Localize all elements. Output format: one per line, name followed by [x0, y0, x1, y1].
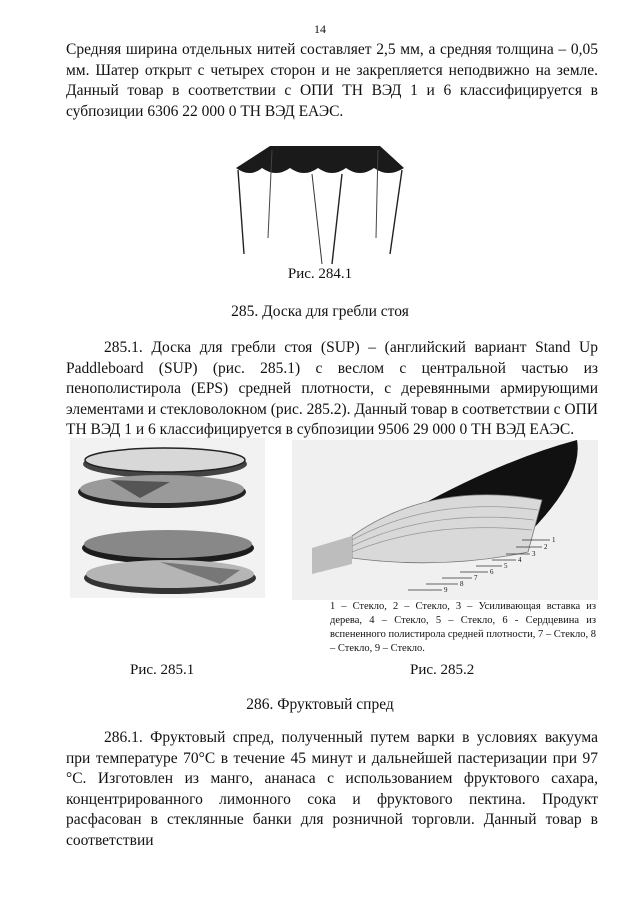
section-285-heading: 285. Доска для гребли стоя: [231, 303, 409, 320]
paddleboard-image: [70, 438, 265, 598]
layer-number-1: 1: [552, 536, 556, 544]
layer-number-6: 6: [490, 568, 494, 576]
layer-number-8: 8: [460, 580, 464, 588]
section-286-heading: 286. Фруктовый спред: [246, 696, 394, 713]
paragraph-intro: Средняя ширина отдельных нитей составляет 2,5 мм, а средняя толщина – 0,05 мм. Шатер открыт с четырех сторон и не закрепляется неподвижно на земле. Данный товар в соответствии с ОПИ ТН ВЭД 1 и 6 классифицируется в субпозиции 6306 22 000 0 ТН ВЭД ЕАЭС.: [66, 41, 598, 120]
paragraph-285-1: 285.1. Доска для гребли стоя (SUP) – (английский вариант Stand Up Paddleboard (SUP) (рис. 285.1) с веслом с центральной частью из пенополистирола (EPS) средней плотности, с деревянными армирующими элементами и стекловолокном (рис. 285.2). Данный товар в соответствии с ОПИ ТН ВЭД 1 и 6 классифицируется в субпозиции 9506 29 000 0 ТН ВЭД ЕАЭС.: [66, 339, 598, 438]
layer-number-2: 2: [544, 543, 548, 551]
layer-number-7: 7: [474, 574, 478, 582]
figure-284-1-caption: Рис. 284.1: [287, 266, 353, 282]
figure-285-1-caption: Рис. 285.1: [130, 662, 195, 678]
figure-285-2-caption: Рис. 285.2: [410, 662, 475, 678]
page-number: 14: [314, 22, 326, 36]
figure-285-2-legend: 1 – Стекло, 2 – Стекло, 3 – Усиливающая вставка из дерева, 4 – Стекло, 5 – Стекло, 6 - Сердцевина из вспененного полистирола средней плотности, 7 – Стекло, 8 – Стекло, 9 – Стекло.: [330, 601, 596, 654]
layer-number-9: 9: [444, 586, 448, 594]
gazebo-tent-image: [232, 138, 407, 268]
layer-number-4: 4: [518, 556, 522, 564]
paragraph-286-1: 286.1. Фруктовый спред, полученный путем варки в условиях вакуума при температуре 70°С в течение 45 минут и дальнейшей пастеризации при 97 °С. Изготовлен из манго, ананаса с использованием фруктового сахара, концентрированного лимонного сока и фруктового пектина. Продукт расфасован в стеклянные банки для розничной торговли. Данный товар в соответствии: [66, 729, 598, 849]
paddleboard-layers-image: [292, 440, 598, 600]
layer-number-5: 5: [504, 562, 508, 570]
layer-number-3: 3: [532, 550, 536, 558]
